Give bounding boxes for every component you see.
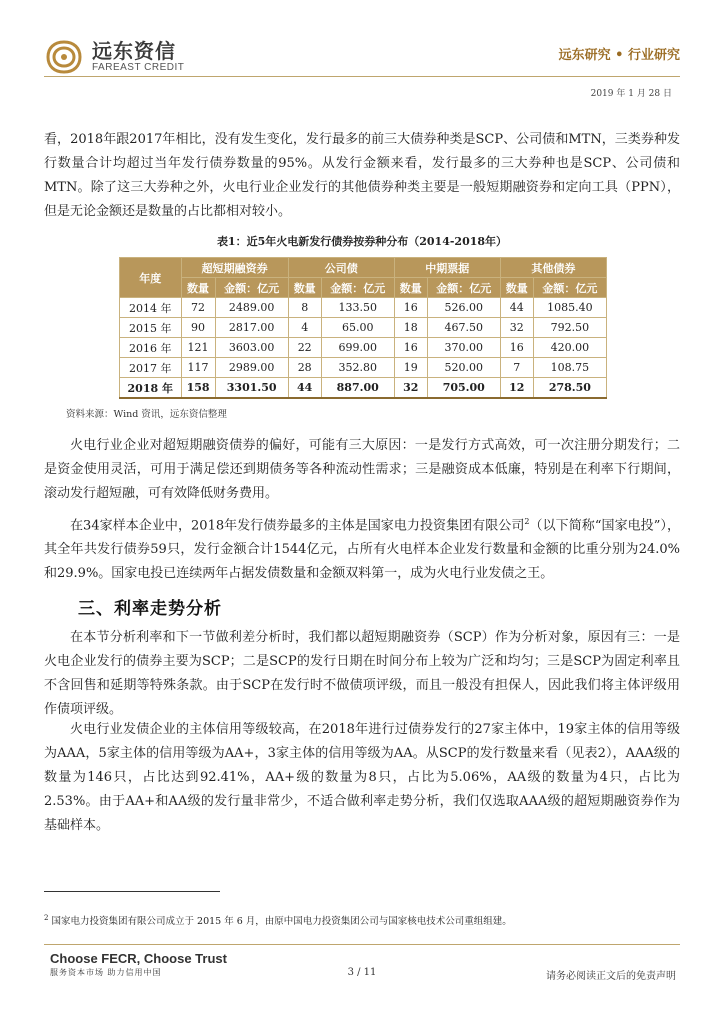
table-cell: 32 bbox=[394, 378, 427, 399]
table-row bbox=[120, 318, 607, 338]
table-cell: 44 bbox=[288, 378, 321, 399]
table-cell: 8 bbox=[288, 298, 321, 318]
table-row bbox=[120, 298, 607, 318]
subheader-count: 数量 bbox=[500, 278, 533, 298]
table-cell: 2989.00 bbox=[215, 358, 288, 378]
table-cell: 792.50 bbox=[533, 318, 606, 338]
table-cell: 887.00 bbox=[321, 378, 394, 399]
table-caption: 表1：近5年火电新发行债券按券种分布（2014-2018年） bbox=[216, 235, 508, 248]
table-cell: 370.00 bbox=[427, 338, 500, 358]
table-cell: 420.00 bbox=[533, 338, 606, 358]
table-cell: 2015 年 bbox=[120, 318, 182, 338]
table-cell: 12 bbox=[500, 378, 533, 399]
table-cell: 44 bbox=[500, 298, 533, 318]
table-cell: 705.00 bbox=[427, 378, 500, 399]
table-cell: 72 bbox=[181, 298, 215, 318]
logo-name-en: FAREAST CREDIT bbox=[92, 62, 185, 73]
table-cell: 32 bbox=[500, 318, 533, 338]
header-mtn: 中期票据 bbox=[394, 258, 500, 278]
subheader-amount: 金额：亿元 bbox=[533, 278, 606, 298]
table-row bbox=[120, 358, 607, 378]
paragraph-top-issuer bbox=[44, 510, 680, 586]
table-cell: 4 bbox=[288, 318, 321, 338]
header-other-bonds: 其他债券 bbox=[500, 258, 606, 278]
footnote-ref[interactable]: 2 bbox=[524, 517, 530, 526]
table-cell: 7 bbox=[500, 358, 533, 378]
subheader-count: 数量 bbox=[288, 278, 321, 298]
table-cell: 16 bbox=[500, 338, 533, 358]
table-cell: 16 bbox=[394, 298, 427, 318]
table-cell: 352.80 bbox=[321, 358, 394, 378]
table-cell: 2817.00 bbox=[215, 318, 288, 338]
table-row bbox=[120, 378, 607, 399]
table-cell: 28 bbox=[288, 358, 321, 378]
header-year: 年度 bbox=[120, 258, 182, 298]
table-cell: 526.00 bbox=[427, 298, 500, 318]
table-cell: 278.50 bbox=[533, 378, 606, 399]
footnote-text: 国家电力投资集团有限公司成立于 2015 年 6 月，由原中国电力投资集团公司与国家核电技术公司重组组建。 bbox=[51, 916, 512, 927]
footnote bbox=[44, 913, 512, 927]
table-cell: 65.00 bbox=[321, 318, 394, 338]
footer-divider bbox=[44, 944, 680, 945]
table-cell: 18 bbox=[394, 318, 427, 338]
table-cell: 699.00 bbox=[321, 338, 394, 358]
section-title: 三、利率走势分析 bbox=[78, 599, 222, 619]
table-cell: 2014 年 bbox=[120, 298, 182, 318]
paragraph-credit-ratings: 火电行业发债企业的主体信用等级较高，在2018年进行过债券发行的27家主体中，19家主体的信用等级为AAA，5家主体的信用等级为AA+，3家主体的信用等级为AA。从SCP的发行数量来看（见表2），AAA级的数量为146只，占比达到92.41%，AA+级的数量为8只，占比为5.06%，AA级的数量为4只，占比为2.53%。由于AA+和AA级的发行量非常少，不适合做利率走势分析，我们仅选取AAA级的超短期融资券作为基础样本。 bbox=[44, 722, 681, 833]
paragraph-text: 在34家样本企业中，2018年发行债券最多的主体是国家电力投资集团有限公司 bbox=[70, 518, 525, 534]
table-cell: 2018 年 bbox=[120, 378, 182, 399]
table-cell: 108.75 bbox=[533, 358, 606, 378]
table-cell: 22 bbox=[288, 338, 321, 358]
footer-slogan: Choose FECR, Choose Trust bbox=[50, 951, 227, 966]
table-cell: 3603.00 bbox=[215, 338, 288, 358]
disclaimer-note: 请务必阅读正文后的免责声明 bbox=[546, 971, 676, 982]
footnote-divider bbox=[44, 891, 220, 892]
logo-name-cn: 远东资信 bbox=[92, 39, 176, 63]
company-logo bbox=[44, 38, 184, 76]
header-corporate-bond: 公司债 bbox=[288, 258, 394, 278]
header-scp: 超短期融资券 bbox=[181, 258, 288, 278]
report-date: 2019 年 1 月 28 日 bbox=[590, 89, 672, 99]
table-cell: 1085.40 bbox=[533, 298, 606, 318]
table-row bbox=[120, 338, 607, 358]
bond-distribution-table bbox=[119, 257, 607, 399]
paragraph-text: （以下简称“国家电投”），其全年共发行债券59只，发行金额合计1544亿元，占所有火电样本企业发行数量和金额的比重分别为24.0%和29.9%。国家电投已连续两年占据发债数量和金额双料第一，成为火电行业发债之王。 bbox=[44, 518, 680, 582]
table-cell: 117 bbox=[181, 358, 215, 378]
report-category: 远东研究 • 行业研究 bbox=[558, 48, 680, 63]
footnote-number: 2 bbox=[44, 913, 49, 922]
table-cell: 467.50 bbox=[427, 318, 500, 338]
table-source: 资料来源：Wind 资讯，远东资信整理 bbox=[66, 409, 227, 420]
table-cell: 19 bbox=[394, 358, 427, 378]
table-cell: 2489.00 bbox=[215, 298, 288, 318]
table-cell: 90 bbox=[181, 318, 215, 338]
table-cell: 2016 年 bbox=[120, 338, 182, 358]
table-cell: 520.00 bbox=[427, 358, 500, 378]
paragraph-bond-types: 看，2018年跟2017年相比，没有发生变化，发行最多的前三大债券种类是SCP、公司债和MTN，三类券种发行数量合计均超过当年发行债券数量的95%。从发行金额来看，发行最多的三大券种也是SCP、公司债和MTN。除了这三大券种之外，火电行业企业发行的其他债券种类主要是一般短期融资券和定向工具（PPN），但是无论金额还是数量的占比都相对较小。 bbox=[44, 132, 680, 219]
subheader-amount: 金额：亿元 bbox=[321, 278, 394, 298]
subheader-count: 数量 bbox=[394, 278, 427, 298]
footer-slogan-sub: 服务资本市场 助力信用中国 bbox=[50, 968, 162, 977]
table-cell: 16 bbox=[394, 338, 427, 358]
fareast-logo-icon bbox=[44, 38, 84, 76]
table-cell: 158 bbox=[181, 378, 215, 399]
table-cell: 2017 年 bbox=[120, 358, 182, 378]
table-cell: 133.50 bbox=[321, 298, 394, 318]
table-cell: 121 bbox=[181, 338, 215, 358]
table-cell: 3301.50 bbox=[215, 378, 288, 399]
subheader-count: 数量 bbox=[181, 278, 215, 298]
paragraph-scp-preference: 火电行业企业对超短期融资债券的偏好，可能有三大原因：一是发行方式高效，可一次注册分期发行；二是资金使用灵活，可用于满足偿还到期债务等各种流动性需求；三是融资成本低廉，特别是在利率下行期间，滚动发行超短融，可有效降低财务费用。 bbox=[44, 438, 680, 501]
header-divider bbox=[44, 76, 680, 77]
subheader-amount: 金额：亿元 bbox=[427, 278, 500, 298]
page-number: 3 / 11 bbox=[347, 967, 377, 978]
subheader-amount: 金额：亿元 bbox=[215, 278, 288, 298]
paragraph-scp-reasons: 在本节分析利率和下一节做利差分析时，我们都以超短期融资券（SCP）作为分析对象，原因有三：一是火电企业发行的债券主要为SCP；二是SCP的发行日期在时间分布上较为广泛和均匀；三是SCP为固定利率且不含回售和延期等特殊条款。由于SCP在发行时不做债项评级，而且一般没有担保人，因此我们将主体评级用作债项评级。 bbox=[44, 630, 680, 717]
